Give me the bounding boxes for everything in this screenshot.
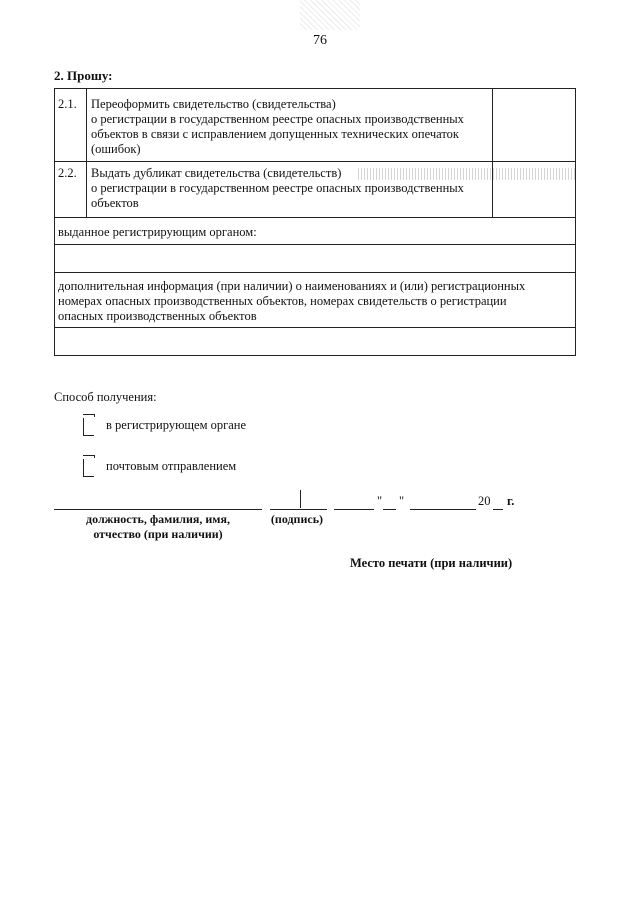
row-number: 2.2. [58,166,77,180]
date-year-line[interactable] [493,509,503,510]
additional-info-line: опасных производственных объектов [58,309,257,323]
checkbox-column-divider [492,89,493,217]
position-caption-line: должность, фамилия, имя, [86,512,230,526]
receipt-option-checkbox-mail[interactable] [83,459,94,477]
row-line: Выдать дубликат свидетельства (свидетельств) [91,166,342,180]
receipt-title: Способ получения: [54,390,157,404]
receipt-option-label: в регистрирующем органе [106,418,247,432]
issued-label: выданное регистрирующим органом: [58,225,257,239]
request-table [54,88,576,356]
receipt-option-checkbox-registering-body[interactable] [83,418,94,436]
issued-value-field[interactable] [58,247,568,269]
row-line: Переоформить свидетельство (свидетельства) [91,97,336,111]
row-divider [55,327,575,328]
date-day-line-left [334,509,374,510]
date-quote-open: " [377,494,383,508]
date-day-line[interactable] [383,509,396,510]
row-number: 2.1. [58,97,77,111]
section-title: 2. Прошу: [54,68,113,83]
date-year-suffix: г. [507,494,515,508]
row-divider [55,161,575,162]
position-caption-line: отчество (при наличии) [93,527,223,541]
row-divider [55,272,575,273]
row-line: объектов [91,196,139,210]
signature-mark [300,490,301,508]
row-line: о регистрации в государственном реестре опасных производственных [91,181,464,195]
stamp-caption: Место печати (при наличии) [350,556,513,570]
page-number: 76 [313,33,327,48]
additional-info-field[interactable] [58,330,568,352]
row-2-1-mark-cell[interactable] [495,91,571,157]
additional-info-label [58,279,570,324]
date-year-prefix: 20 [478,494,491,508]
row-line: о регистрации в государственном реестре опасных производственных [91,112,464,126]
date-month-line[interactable] [410,509,476,510]
additional-info-line: номерах опасных производственных объектов, номерах свидетельств о регистрации [58,294,507,308]
position-line[interactable] [54,509,262,510]
row-line: (ошибок) [91,142,141,156]
signature-line[interactable] [270,509,327,510]
row-divider [55,217,575,218]
position-caption [54,512,262,542]
row-text-2-1 [91,97,489,157]
date-quote-close: " [399,494,405,508]
receipt-option-label: почтовым отправлением [106,459,237,473]
scan-noise [300,0,360,30]
signature-caption: (подпись) [270,512,324,526]
number-column-divider [86,89,87,217]
row-line: объектов в связи с исправлением допущенных технических опечаток [91,127,459,141]
scan-artifact [358,168,576,180]
additional-info-line: дополнительная информация (при наличии) о наименованиях и (или) регистрационных [58,279,526,293]
row-divider [55,244,575,245]
